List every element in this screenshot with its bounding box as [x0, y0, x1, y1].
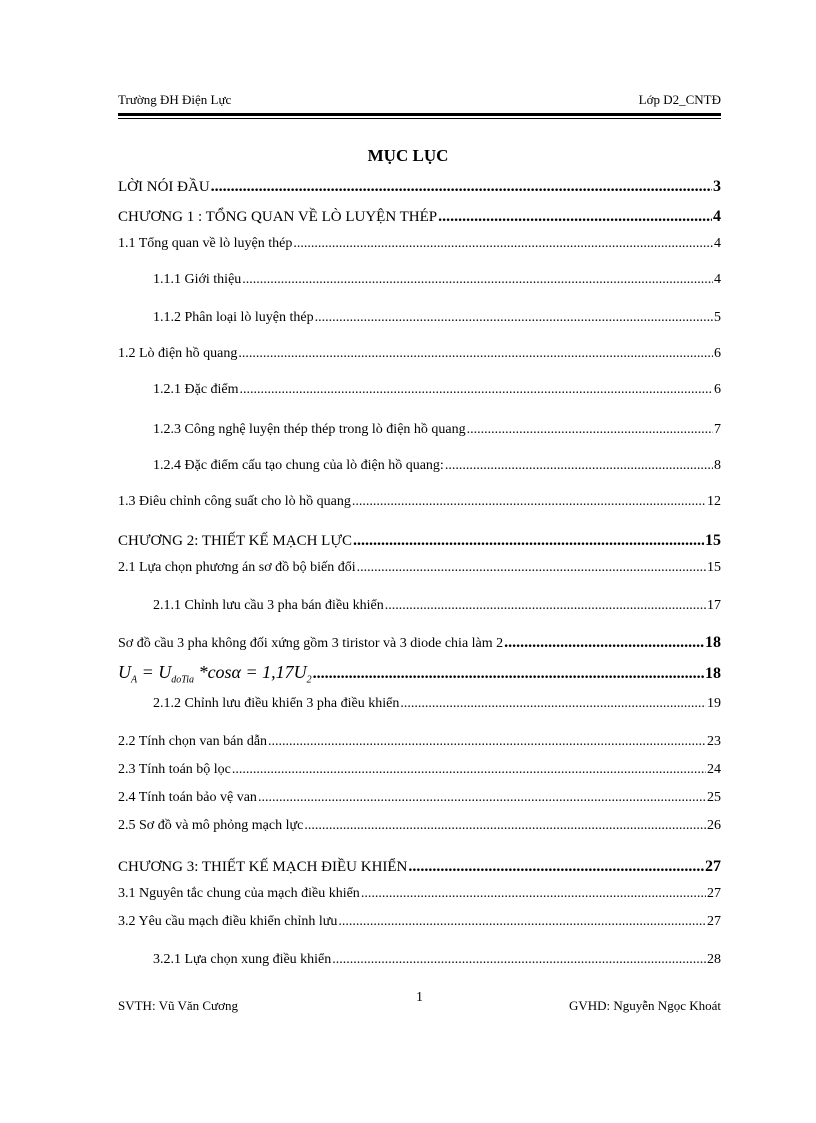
toc-entry[interactable]: 1.1 Tổng quan về lò luyện thép ..... 4	[118, 236, 721, 252]
toc-entry[interactable]: CHƯƠNG 1 : TỔNG QUAN VỀ LÒ LUYỆN THÉP ..... 4	[118, 208, 721, 226]
toc-entry[interactable]: 1.2.3 Công nghệ luyện thép thép trong lò điện hồ quang ..... 7	[153, 422, 721, 438]
toc-entry[interactable]: 2.1.1 Chỉnh lưu cầu 3 pha bán điều khiển ..... 17	[153, 598, 721, 614]
toc-entry[interactable]: 2.2 Tính chọn van bán dẫn ..... 23	[118, 734, 721, 750]
toc-entry[interactable]: LỜI NÓI ĐẦU ..... 3	[118, 178, 721, 196]
toc-entry[interactable]: 2.5 Sơ đồ và mô phỏng mạch lực ..... 26	[118, 818, 721, 834]
toc-entry[interactable]: 2.3 Tính toán bộ lọc ..... 24	[118, 762, 721, 778]
toc-entry-formula[interactable]: $U_A = U_{doTia}$ $*\cos\alpha = 1,17U_2$ ..... 18	[118, 662, 721, 686]
header-school: Trường ĐH Điện Lực	[118, 92, 232, 107]
toc-entry[interactable]: 3.2 Yêu cầu mạch điều khiển chỉnh lưu ..... 27	[118, 914, 721, 930]
toc-entry[interactable]: 1.3 Điêu chỉnh công suất cho lò hồ quang ..... 12	[118, 494, 721, 510]
toc-entry[interactable]: Sơ đồ cầu 3 pha không đối xứng gồm 3 tiristor và 3 diode chia làm 2 ..... 18	[118, 634, 721, 652]
toc-entry[interactable]: 2.4 Tính toán bảo vệ van ..... 25	[118, 790, 721, 806]
toc-entry[interactable]: CHƯƠNG 3: THIẾT KẾ MẠCH ĐIỀU KHIỂN ..... 27	[118, 858, 721, 876]
header-rule-thin	[118, 118, 721, 119]
page-header	[118, 92, 721, 110]
toc-entry[interactable]: 1.2.1 Đặc điểm ..... 6	[153, 382, 721, 398]
toc-entry[interactable]: 2.1 Lựa chọn phương án sơ đồ bộ biến đổi ..... 15	[118, 560, 721, 576]
toc-entry[interactable]: 1.2.4 Đặc điểm cấu tạo chung của lò điện hồ quang: ..... 8	[153, 458, 721, 474]
toc-entry[interactable]: 3.1 Nguyên tắc chung của mạch điều khiển ..... 27	[118, 886, 721, 902]
page-title: MỤC LỤC	[367, 146, 449, 165]
page-number: 1	[416, 990, 423, 1005]
header-rule-thick	[118, 113, 721, 116]
toc-entry[interactable]: CHƯƠNG 2: THIẾT KẾ MẠCH LỰC ..... 15	[118, 532, 721, 550]
formula: $U_A = U_{doTia}$ $*\cos\alpha = 1,17U_2$	[118, 662, 312, 686]
toc-entry[interactable]: 1.2 Lò điện hồ quang ..... 6	[118, 346, 721, 362]
toc-entry[interactable]: 1.1.2 Phân loại lò luyện thép ..... 5	[153, 310, 721, 326]
toc-entry[interactable]: 1.1.1 Giới thiệu ..... 4	[153, 272, 721, 288]
footer-supervisor: GVHD: Nguyễn Ngọc Khoát	[568, 998, 721, 1013]
toc-entry[interactable]: 2.1.2 Chỉnh lưu điều khiển 3 pha điều khiển ..... 19	[153, 696, 721, 712]
footer-student: SVTH: Vũ Văn Cương	[118, 998, 238, 1013]
page-footer	[118, 990, 721, 1016]
header-class: Lớp D2_CNTĐ	[638, 92, 721, 107]
toc-entry[interactable]: 3.2.1 Lựa chọn xung điều khiển ..... 28	[153, 952, 721, 968]
